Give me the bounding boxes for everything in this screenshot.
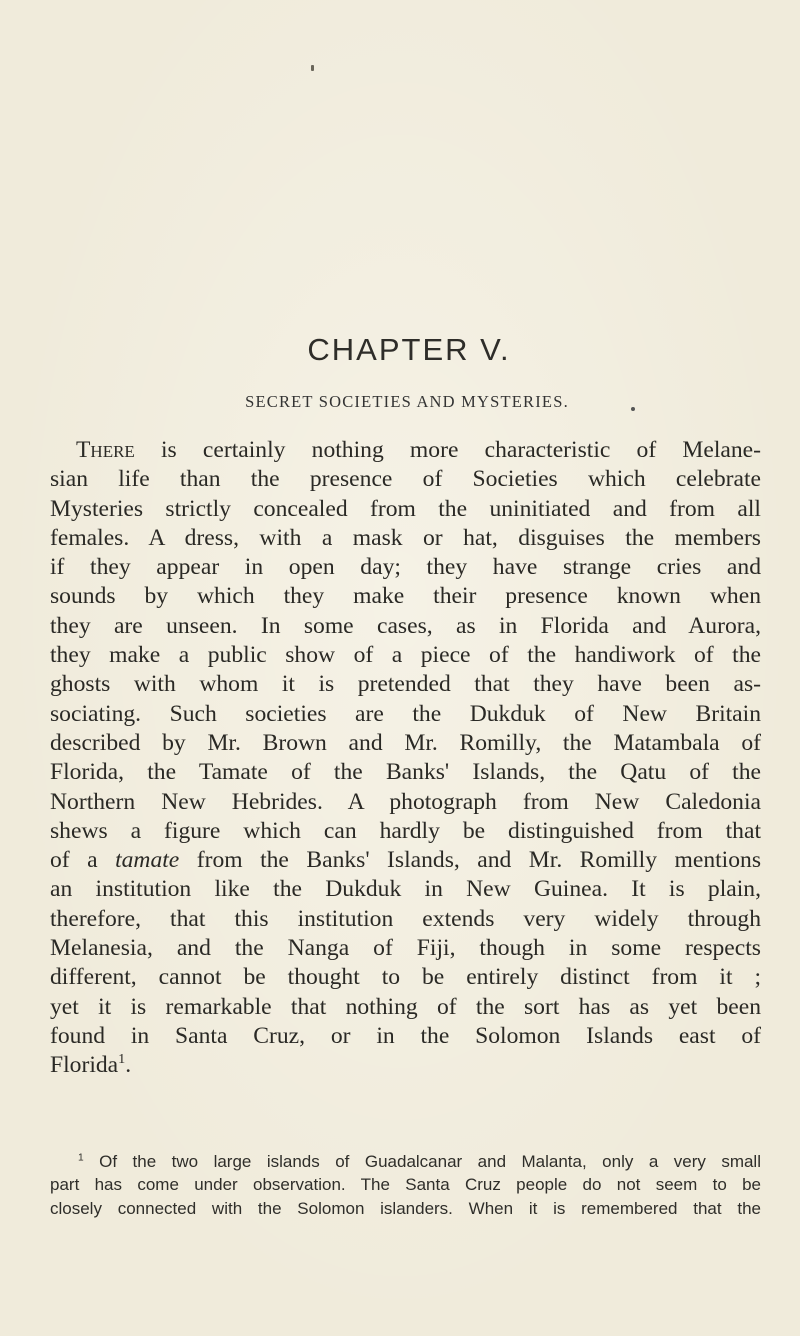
paragraph-line: Mysteries strictly concealed from the uninitiated and from all bbox=[50, 495, 761, 522]
paragraph-line: Florida$^1$. bbox=[50, 1051, 132, 1079]
footnote bbox=[50, 1150, 761, 1220]
paragraph-line: an institution like the Dukduk in New Guinea. It is plain, bbox=[50, 876, 761, 903]
footnote-line: $^1$ Of the two large islands of Guadalcanar and Malanta, only a very small bbox=[78, 1152, 761, 1171]
paragraph-line: females. A dress, with a mask or hat, disguises the members bbox=[50, 524, 761, 551]
paragraph-line: therefore, that this institution extends very widely through bbox=[50, 905, 761, 932]
paragraph-line: sounds by which they make their presence known when bbox=[50, 583, 761, 610]
paragraph-line: of a tamate from the Banks' Islands, and Mr. Romilly mentions bbox=[50, 847, 761, 874]
footnote-line: closely connected with the Solomon islanders. When it is remembered that the bbox=[50, 1198, 761, 1218]
paragraph-line: yet it is remarkable that nothing of the sort has as yet been bbox=[50, 993, 761, 1020]
paragraph-line: described by Mr. Brown and Mr. Romilly, the Matambala of bbox=[50, 729, 761, 756]
paragraph-line: found in Santa Cruz, or in the Solomon Islands east of bbox=[50, 1022, 761, 1049]
paragraph-line: sian life than the presence of Societies which celebrate bbox=[50, 466, 761, 493]
footnote-marker: 1 bbox=[78, 1152, 84, 1164]
body-paragraph bbox=[50, 436, 761, 1081]
italic-term: tamate bbox=[115, 847, 180, 874]
chapter-title: CHAPTER V. bbox=[307, 332, 511, 367]
paragraph-line: Florida, the Tamate of the Banks' Islands, the Qatu of the bbox=[50, 759, 761, 786]
ink-dot bbox=[631, 407, 635, 411]
paper-speck bbox=[311, 65, 314, 71]
paragraph-line: if they appear in open day; they have strange cries and bbox=[50, 554, 761, 581]
paragraph-line: There is certainly nothing more characteristic of Melane- bbox=[76, 437, 761, 463]
paragraph-line: Northern New Hebrides. A photograph from New Caledonia bbox=[50, 788, 761, 815]
paragraph-line: ghosts with whom it is pretended that they have been as- bbox=[50, 671, 761, 698]
paragraph-line: they are unseen. In some cases, as in Florida and Aurora, bbox=[50, 612, 761, 639]
paragraph-line: sociating. Such societies are the Dukduk of New Britain bbox=[50, 700, 761, 727]
footnote-line: part has come under observation. The Santa Cruz people do not seem to be bbox=[50, 1175, 761, 1195]
chapter-subtitle: SECRET SOCIETIES AND MYSTERIES. bbox=[245, 392, 569, 411]
paragraph-line: they make a public show of a piece of the handiwork of the bbox=[50, 642, 761, 669]
paragraph-line: Melanesia, and the Nanga of Fiji, though in some respects bbox=[50, 935, 761, 962]
paragraph-line: shews a figure which can hardly be distinguished from that bbox=[50, 817, 761, 844]
footnote-reference[interactable]: 1 bbox=[118, 1051, 126, 1068]
paragraph-line: different, cannot be thought to be entirely distinct from it ; bbox=[50, 964, 761, 991]
